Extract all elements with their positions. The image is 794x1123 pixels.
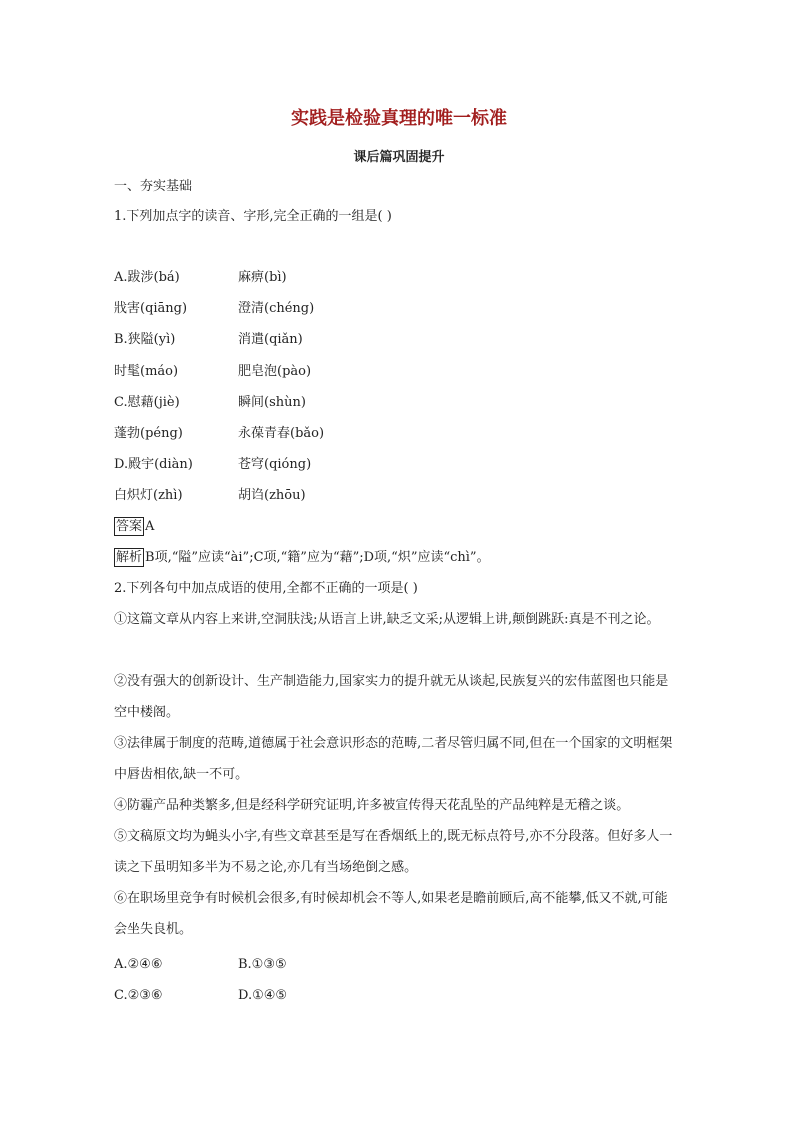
q2-item-1: ①这篇文章从内容上来讲,空洞肤浅;从语言上讲,缺乏文采;从逻辑上讲,颠倒跳跃:真是不刊之论。 <box>114 612 660 627</box>
q1-row-5-right: 瞬间(shùn) <box>238 395 306 410</box>
question-2-stem: 2.下列各句中加点成语的使用,全都不正确的一项是( ) <box>114 581 418 596</box>
page-subtitle: 课后篇巩固提升 <box>353 150 445 165</box>
q2-item-5: ⑤文稿原文均为蝇头小字,有些文章甚至是写在香烟纸上的,既无标点符号,亦不分段落。但好多人一读之下虽明知多半为不易之论,亦几有当场绝倒之感。 <box>114 829 673 875</box>
q1-row-4-left: 时髦(máo) <box>114 364 179 379</box>
q2-item-3: ③法律属于制度的范畴,道德属于社会意识形态的范畴,二者尽管归属不同,但在一个国家的文明框架中唇齿相依,缺一不可。 <box>114 736 673 782</box>
q2-item-4: ④防霾产品种类繁多,但是经科学研究证明,许多被宣传得天花乱坠的产品纯粹是无稽之谈。 <box>114 798 630 813</box>
q2-option-d: D.①④⑤ <box>238 988 288 1003</box>
q2-option-c: C.②③⑥ <box>114 988 163 1003</box>
answer-value: A <box>145 519 155 534</box>
q1-row-7-left: D.殿宇(diàn) <box>114 457 193 472</box>
analysis-text: B项,“隘”应读“ài”;C项,“籍”应为“藉”;D项,“炽”应读“chì”。 <box>145 550 490 565</box>
q1-row-8-right: 胡诌(zhōu) <box>238 488 306 503</box>
q1-row-3-left: B.狭隘(yì) <box>114 332 176 347</box>
q1-row-1-left: A.跋涉(bá) <box>114 270 180 285</box>
q2-item-6: ⑥在职场里竞争有时候机会很多,有时候却机会不等人,如果老是瞻前顾后,高不能攀,低又不就,可能会坐失良机。 <box>114 891 668 937</box>
section-heading: 一、夯实基础 <box>114 179 193 194</box>
q1-row-5-left: C.慰藉(jiè) <box>114 395 180 410</box>
q1-answer <box>114 517 154 537</box>
q1-analysis <box>114 548 490 568</box>
q2-option-b: B.①③⑤ <box>238 957 287 972</box>
q2-item-2: ②没有强大的创新设计、生产制造能力,国家实力的提升就无从谈起,民族复兴的宏伟蓝图也只能是空中楼阁。 <box>114 674 669 720</box>
q1-row-2-left: 戕害(qiāng) <box>114 301 188 316</box>
q1-row-4-right: 肥皂泡(pào) <box>238 364 312 379</box>
analysis-tag: 解析 <box>116 550 143 565</box>
question-1-stem: 1.下列加点字的读音、字形,完全正确的一组是( ) <box>114 209 392 224</box>
q2-option-a: A.②④⑥ <box>114 957 163 972</box>
answer-tag: 答案 <box>116 519 143 534</box>
page-title: 实践是检验真理的唯一标准 <box>291 108 507 129</box>
q1-row-3-right: 消遣(qiǎn) <box>238 332 303 347</box>
q1-row-1-right: 麻痹(bì) <box>238 270 287 285</box>
q1-row-7-right: 苍穹(qióng) <box>238 457 312 472</box>
q1-row-6-right: 永葆青春(bǎo) <box>238 426 325 441</box>
q1-row-2-right: 澄清(chéng) <box>238 301 315 316</box>
q1-row-8-left: 白炽灯(zhì) <box>114 488 183 503</box>
q1-row-6-left: 蓬勃(péng) <box>114 426 183 441</box>
